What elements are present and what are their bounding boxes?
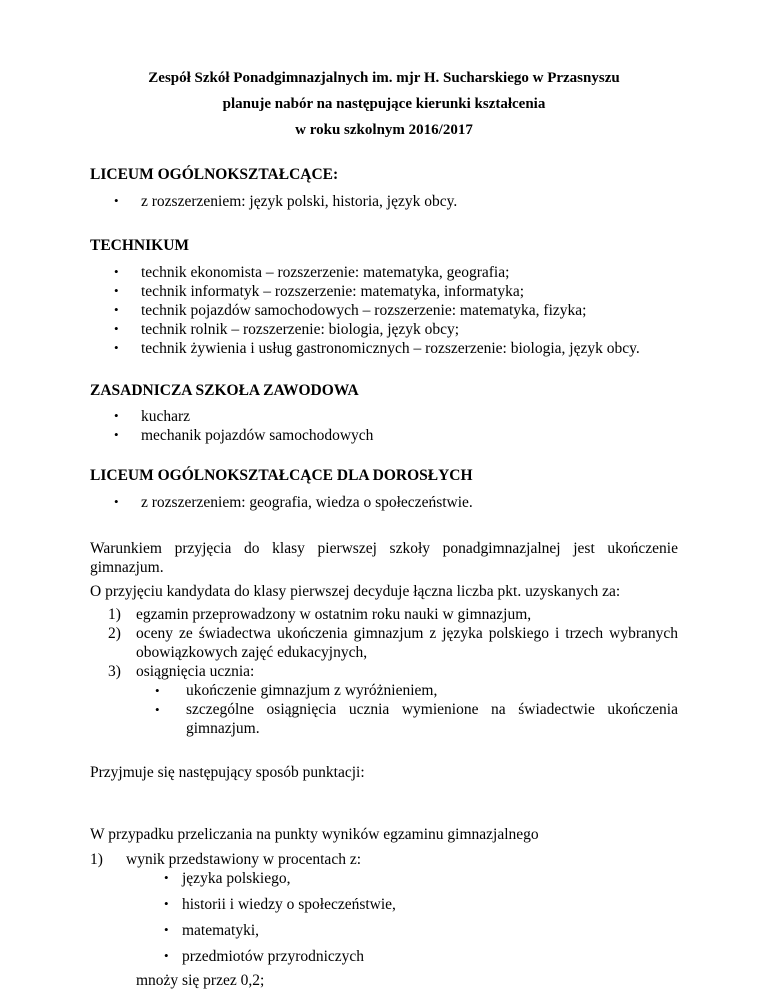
paragraph-egzamin: W przypadku przeliczania na punkty wyników egzaminu gimnazjalnego [90,826,539,843]
bullet-icon: • [164,948,169,963]
header-line-1: Zespół Szkół Ponadgimnazjalnych im. mjr H. Sucharskiego w Przasnyszu [148,70,620,86]
bullet-icon: • [114,264,119,279]
heading-liceum: LICEUM OGÓLNOKSZTAŁCĄCE: [90,166,339,183]
header-line-3: w roku szkolnym 2016/2017 [295,122,473,138]
bullet-icon: • [164,922,169,937]
bullet-icon: • [114,193,119,208]
bullet-icon: • [114,283,119,298]
scoring-item-number: 1) [90,851,103,868]
bullet-icon: • [114,302,119,317]
bullet-icon: • [114,494,119,509]
paragraph-warunki: Warunkiem przyjęcia do klasy pierwszej szkoły ponadgimnazjalnej jest ukończenie gimnazjum. [90,540,678,576]
bullet-icon: • [114,427,119,442]
bullet-icon: • [155,702,160,717]
header-line-2: planuje nabór na następujące kierunki kształcenia [222,96,546,112]
paragraph-przyjecie: O przyjęciu kandydata do klasy pierwszej decyduje łączna liczba pkt. uzyskanych za: [90,583,621,600]
bullet-icon: • [114,408,119,423]
bullet-icon: • [155,683,160,698]
bullet-icon: • [164,896,169,911]
heading-liceum-doroslych: LICEUM OGÓLNOKSZTAŁCĄCE DLA DOROSŁYCH [90,467,473,484]
document-page: Zespół Szkół Ponadgimnazjalnych im. mjr H. Sucharskiego w Przasnyszu planuje nabór na następujące kierunki kształcenia w roku szkolnym 2016/2017 LICEUM OGÓLNOKSZTAŁCĄCE: • z rozszerzeniem: język polski, historia, język obcy. TECHNIKUM • technik ekonomista – rozszerzenie: matematyka, geografia; • technik informatyk – rozszerzenie: matematyka, informatyka; • technik pojazdów samochodowych – rozszerzenie: matematyka, fizyka; • technik rolnik – rozszerzenie: biologia, język obcy; • technik żywienia i usług gastronomicznych – rozszerzenie: biologia, język obcy. ZASADNICZA SZKOŁA ZAWODOWA • kucharz • mechanik pojazdów samochodowych LICEUM OGÓLNOKSZTAŁCĄCE DLA DOROSŁYCH • z rozszerzeniem: geografia, wiedza o społeczeństwie. Warunkiem przyjęcia do klasy pierwszej szkoły ponadgimnazjalnej jest ukończenie gimnazjum. O przyjęciu kandydata do klasy pierwszej decyduje łączna liczba pkt. uzyskanych za: 1) egzamin przeprowadzony w ostatnim roku nauki w gimnazjum, 2) oceny ze świadectwa ukończenia gimnazjum z języka polskiego i trzech wybranych obowiązkowych zajęć edukacyjnych, 3) osiągnięcia ucznia: • ukończenie gimnazjum z wyróżnieniem, • szczególne osiągnięcia ucznia wymienione na świadectwie ukończenia gimnazjum. Przyjmuje się następujący sposób punktacji: W przypadku przeliczania na punkty wyników egzaminu gimnazjalnego 1) wynik przedstawiony w procentach z: • języka polskiego, • historii i wiedzy o społeczeństwie, • matematyki, • przedmiotów przyrodniczych mnoży się przez 0,2; [0,0,768,994]
bullet-icon: • [114,340,119,355]
heading-technikum: TECHNIKUM [90,237,190,254]
paragraph-punktacja: Przyjmuje się następujący sposób punktacji: [90,764,365,781]
bullet-icon: • [164,870,169,885]
heading-zasadnicza: ZASADNICZA SZKOŁA ZAWODOWA [90,382,359,399]
scoring-item-text: wynik przedstawiony w procentach z: [126,851,362,868]
multiplier-text: mnoży się przez 0,2; [136,972,265,989]
bullet-icon: • [114,321,119,336]
